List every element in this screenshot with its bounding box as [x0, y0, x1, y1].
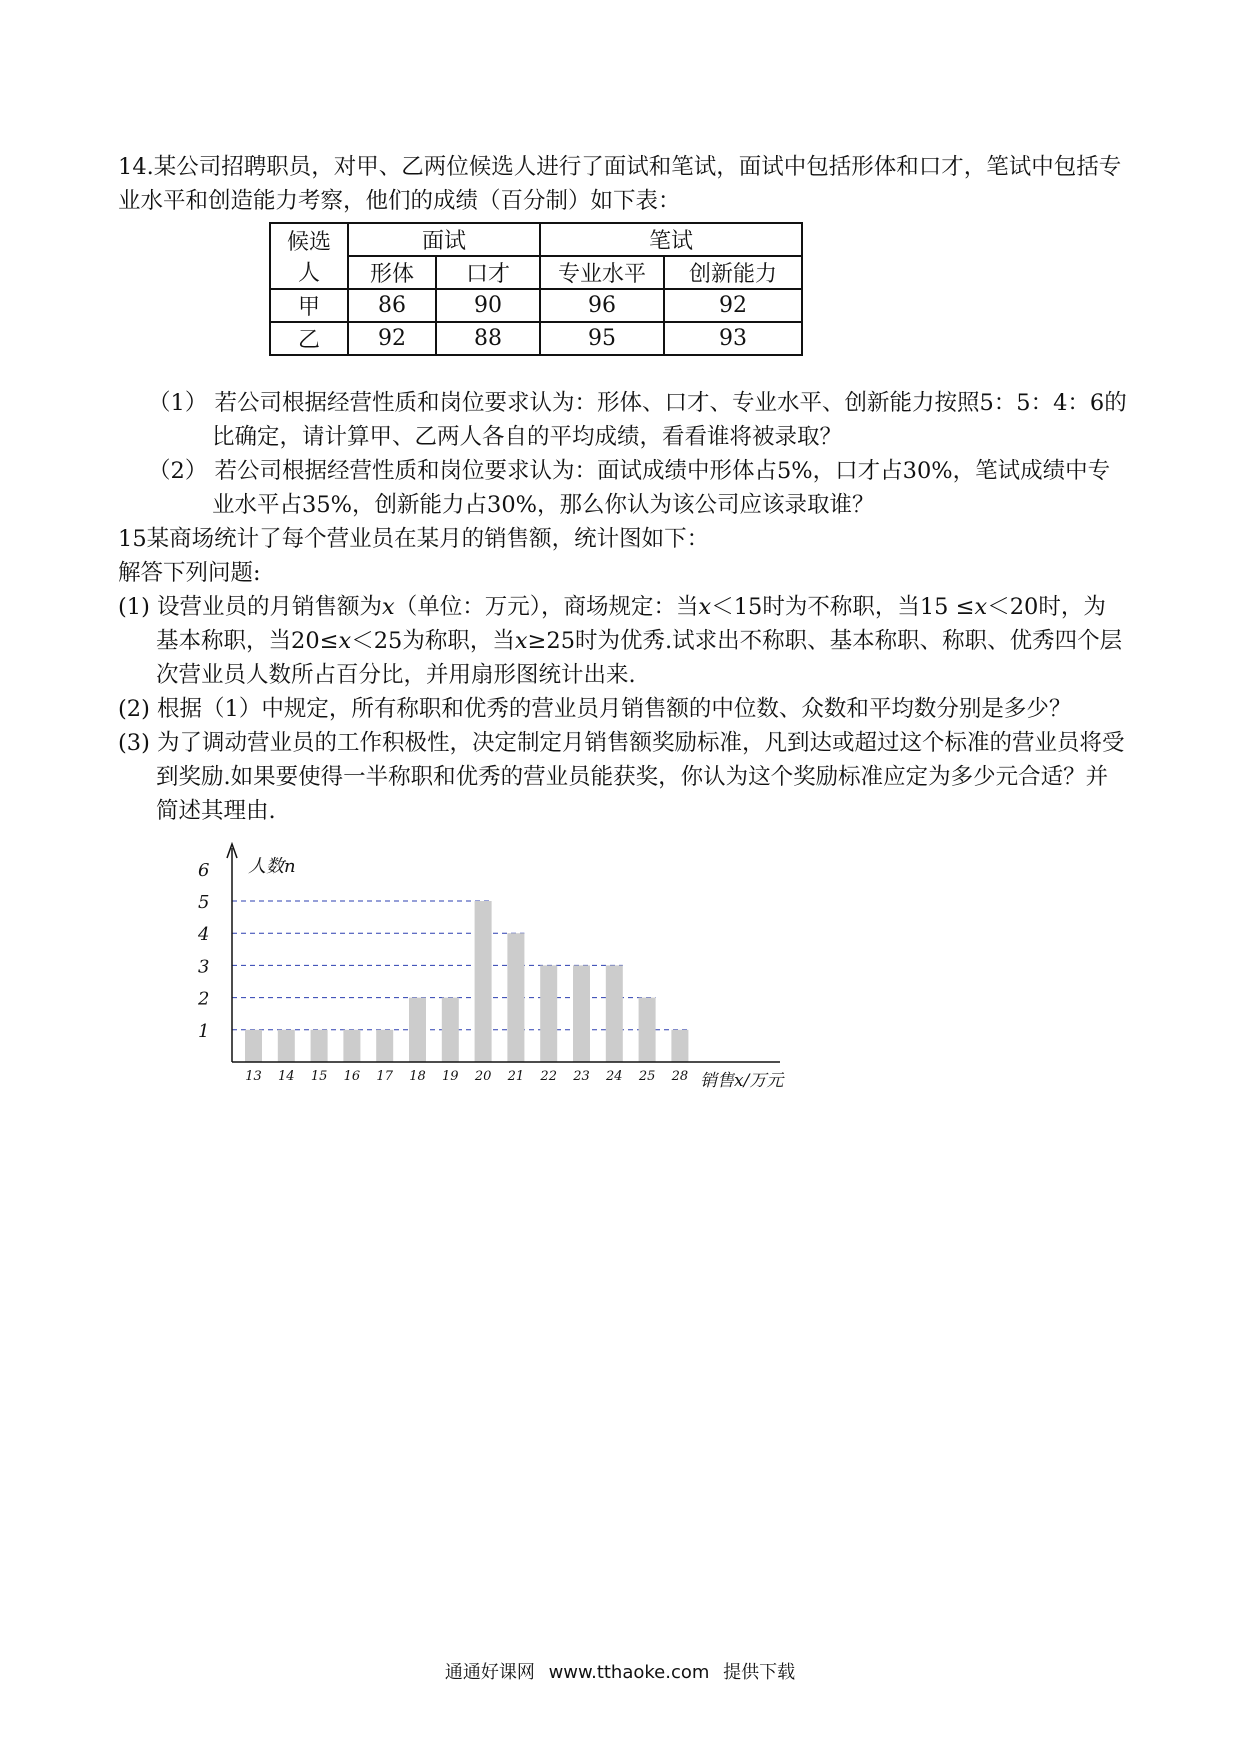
bar [573, 965, 590, 1062]
y-tick-label: 4 [198, 924, 210, 946]
variable-x: x [698, 594, 712, 620]
x-tick-label: 18 [409, 1069, 426, 1084]
variable-x: x [382, 594, 395, 620]
bar [606, 965, 623, 1062]
bar [540, 965, 557, 1062]
q14-part1: （1） 若公司根据经营性质和岗位要求认为：形体、口才、专业水平、创新能力按照5：5：4：6的比确定，请计算甲、乙两人各自的平均成绩，看看谁将被录取？ [148, 390, 1127, 450]
page-footer [0, 1658, 1240, 1684]
header-innovation: 创新能力 [664, 256, 802, 289]
x-tick-label: 14 [278, 1069, 295, 1084]
footer-site-name: 通通好课网 [444, 1662, 535, 1683]
bar [376, 1030, 393, 1062]
y-tick-label: 1 [198, 1020, 210, 1042]
header-form: 形体 [348, 256, 436, 289]
scores-table [269, 222, 803, 356]
header-interview: 面试 [348, 223, 540, 256]
content-area [118, 150, 1128, 828]
bar [639, 998, 656, 1062]
q15-part1-text-f: ≥25时为优秀.试求出不称职、基本称职、称职、优秀四个层次营业员人数所占百分比，并用扇形图统计出来. [156, 628, 1123, 688]
bar [671, 1030, 688, 1062]
x-tick-label: 17 [376, 1069, 393, 1084]
cell-innovation: 93 [664, 322, 802, 355]
table-row [270, 322, 802, 355]
cell-name: 甲 [270, 289, 348, 322]
q15-part1-text-c: ＜15时为不称职，当15 ≤ [711, 594, 975, 620]
q15-part1-text-d: ＜20时，为基本称职，当20≤ [156, 594, 1106, 654]
y-axis-label: 人数n [248, 856, 296, 877]
cell-form: 86 [348, 289, 436, 322]
x-tick-label: 24 [606, 1069, 623, 1084]
x-tick-label: 16 [343, 1069, 361, 1084]
bar [507, 933, 524, 1062]
y-tick-label: 6 [198, 859, 210, 881]
x-tick-label: 23 [573, 1069, 590, 1084]
cell-professional: 96 [540, 289, 664, 322]
cell-eloquence: 88 [436, 322, 540, 355]
variable-x: x [974, 594, 988, 620]
cell-form: 92 [348, 322, 436, 355]
q15-part1-text-a: (1) 设营业员的月销售额为 [118, 594, 383, 620]
header-professional: 专业水平 [540, 256, 664, 289]
header-written: 笔试 [540, 223, 802, 256]
table-row [270, 289, 802, 322]
bar [311, 1030, 328, 1062]
bar [343, 1030, 360, 1062]
bar [442, 998, 459, 1062]
q15-answer-lead: 解答下列问题: [118, 560, 261, 586]
chart-svg [180, 842, 820, 1102]
cell-eloquence: 90 [436, 289, 540, 322]
y-tick-label: 5 [198, 892, 210, 913]
q14-intro: 14.某公司招聘职员，对甲、乙两位候选人进行了面试和笔试，面试中包括形体和口才，笔试中包括专业水平和创造能力考察，他们的成绩（百分制）如下表： [118, 154, 1122, 214]
footer-url: www.tthaoke.com [548, 1662, 710, 1683]
x-tick-label: 28 [671, 1069, 689, 1084]
q15-part2: (2) 根据（1）中规定，所有称职和优秀的营业员月销售额的中位数、众数和平均数分别是多少？ [118, 696, 1072, 722]
sales-bar-chart [180, 842, 820, 1102]
x-axis-label: 销售x/万元 [700, 1071, 784, 1091]
bar [409, 998, 426, 1062]
variable-x: x [514, 628, 528, 654]
x-tick-label: 25 [638, 1069, 656, 1084]
q15-part1 [118, 590, 1128, 692]
x-tick-label: 15 [310, 1069, 328, 1084]
x-tick-label: 21 [507, 1069, 525, 1084]
header-candidate: 候选人 [270, 223, 348, 289]
header-eloquence: 口才 [436, 256, 540, 289]
y-tick-label: 3 [198, 956, 210, 978]
x-tick-label: 20 [474, 1069, 492, 1084]
bar [245, 1030, 262, 1062]
q15-part1-text-e: ＜25为称职，当 [351, 628, 515, 654]
y-tick-label: 2 [198, 988, 210, 1010]
q14-part2: （2） 若公司根据经营性质和岗位要求认为：面试成绩中形体占5%，口才占30%，笔试成绩中专业水平占35%，创新能力占30%，那么你认为该公司应该录取谁？ [148, 458, 1111, 518]
variable-x: x [338, 628, 352, 654]
cell-name: 乙 [270, 322, 348, 355]
q15-intro: 15某商场统计了每个营业员在某月的销售额，统计图如下： [118, 526, 710, 552]
q15-part3: (3) 为了调动营业员的工作积极性，决定制定月销售额奖励标准，凡到达或超过这个标准的营业员将受到奖励.如果要使得一半称职和优秀的营业员能获奖，你认为这个奖励标准应定为多少元合适？并简述其理由. [118, 730, 1125, 824]
cell-innovation: 92 [664, 289, 802, 322]
cell-professional: 95 [540, 322, 664, 355]
x-tick-label: 13 [245, 1069, 262, 1084]
bar [475, 901, 492, 1062]
x-tick-label: 22 [540, 1069, 557, 1084]
bar [278, 1030, 295, 1062]
footer-tail: 提供下载 [723, 1662, 796, 1683]
x-tick-label: 19 [442, 1069, 459, 1084]
q15-part1-text-b: （单位：万元），商场规定：当 [394, 594, 699, 620]
